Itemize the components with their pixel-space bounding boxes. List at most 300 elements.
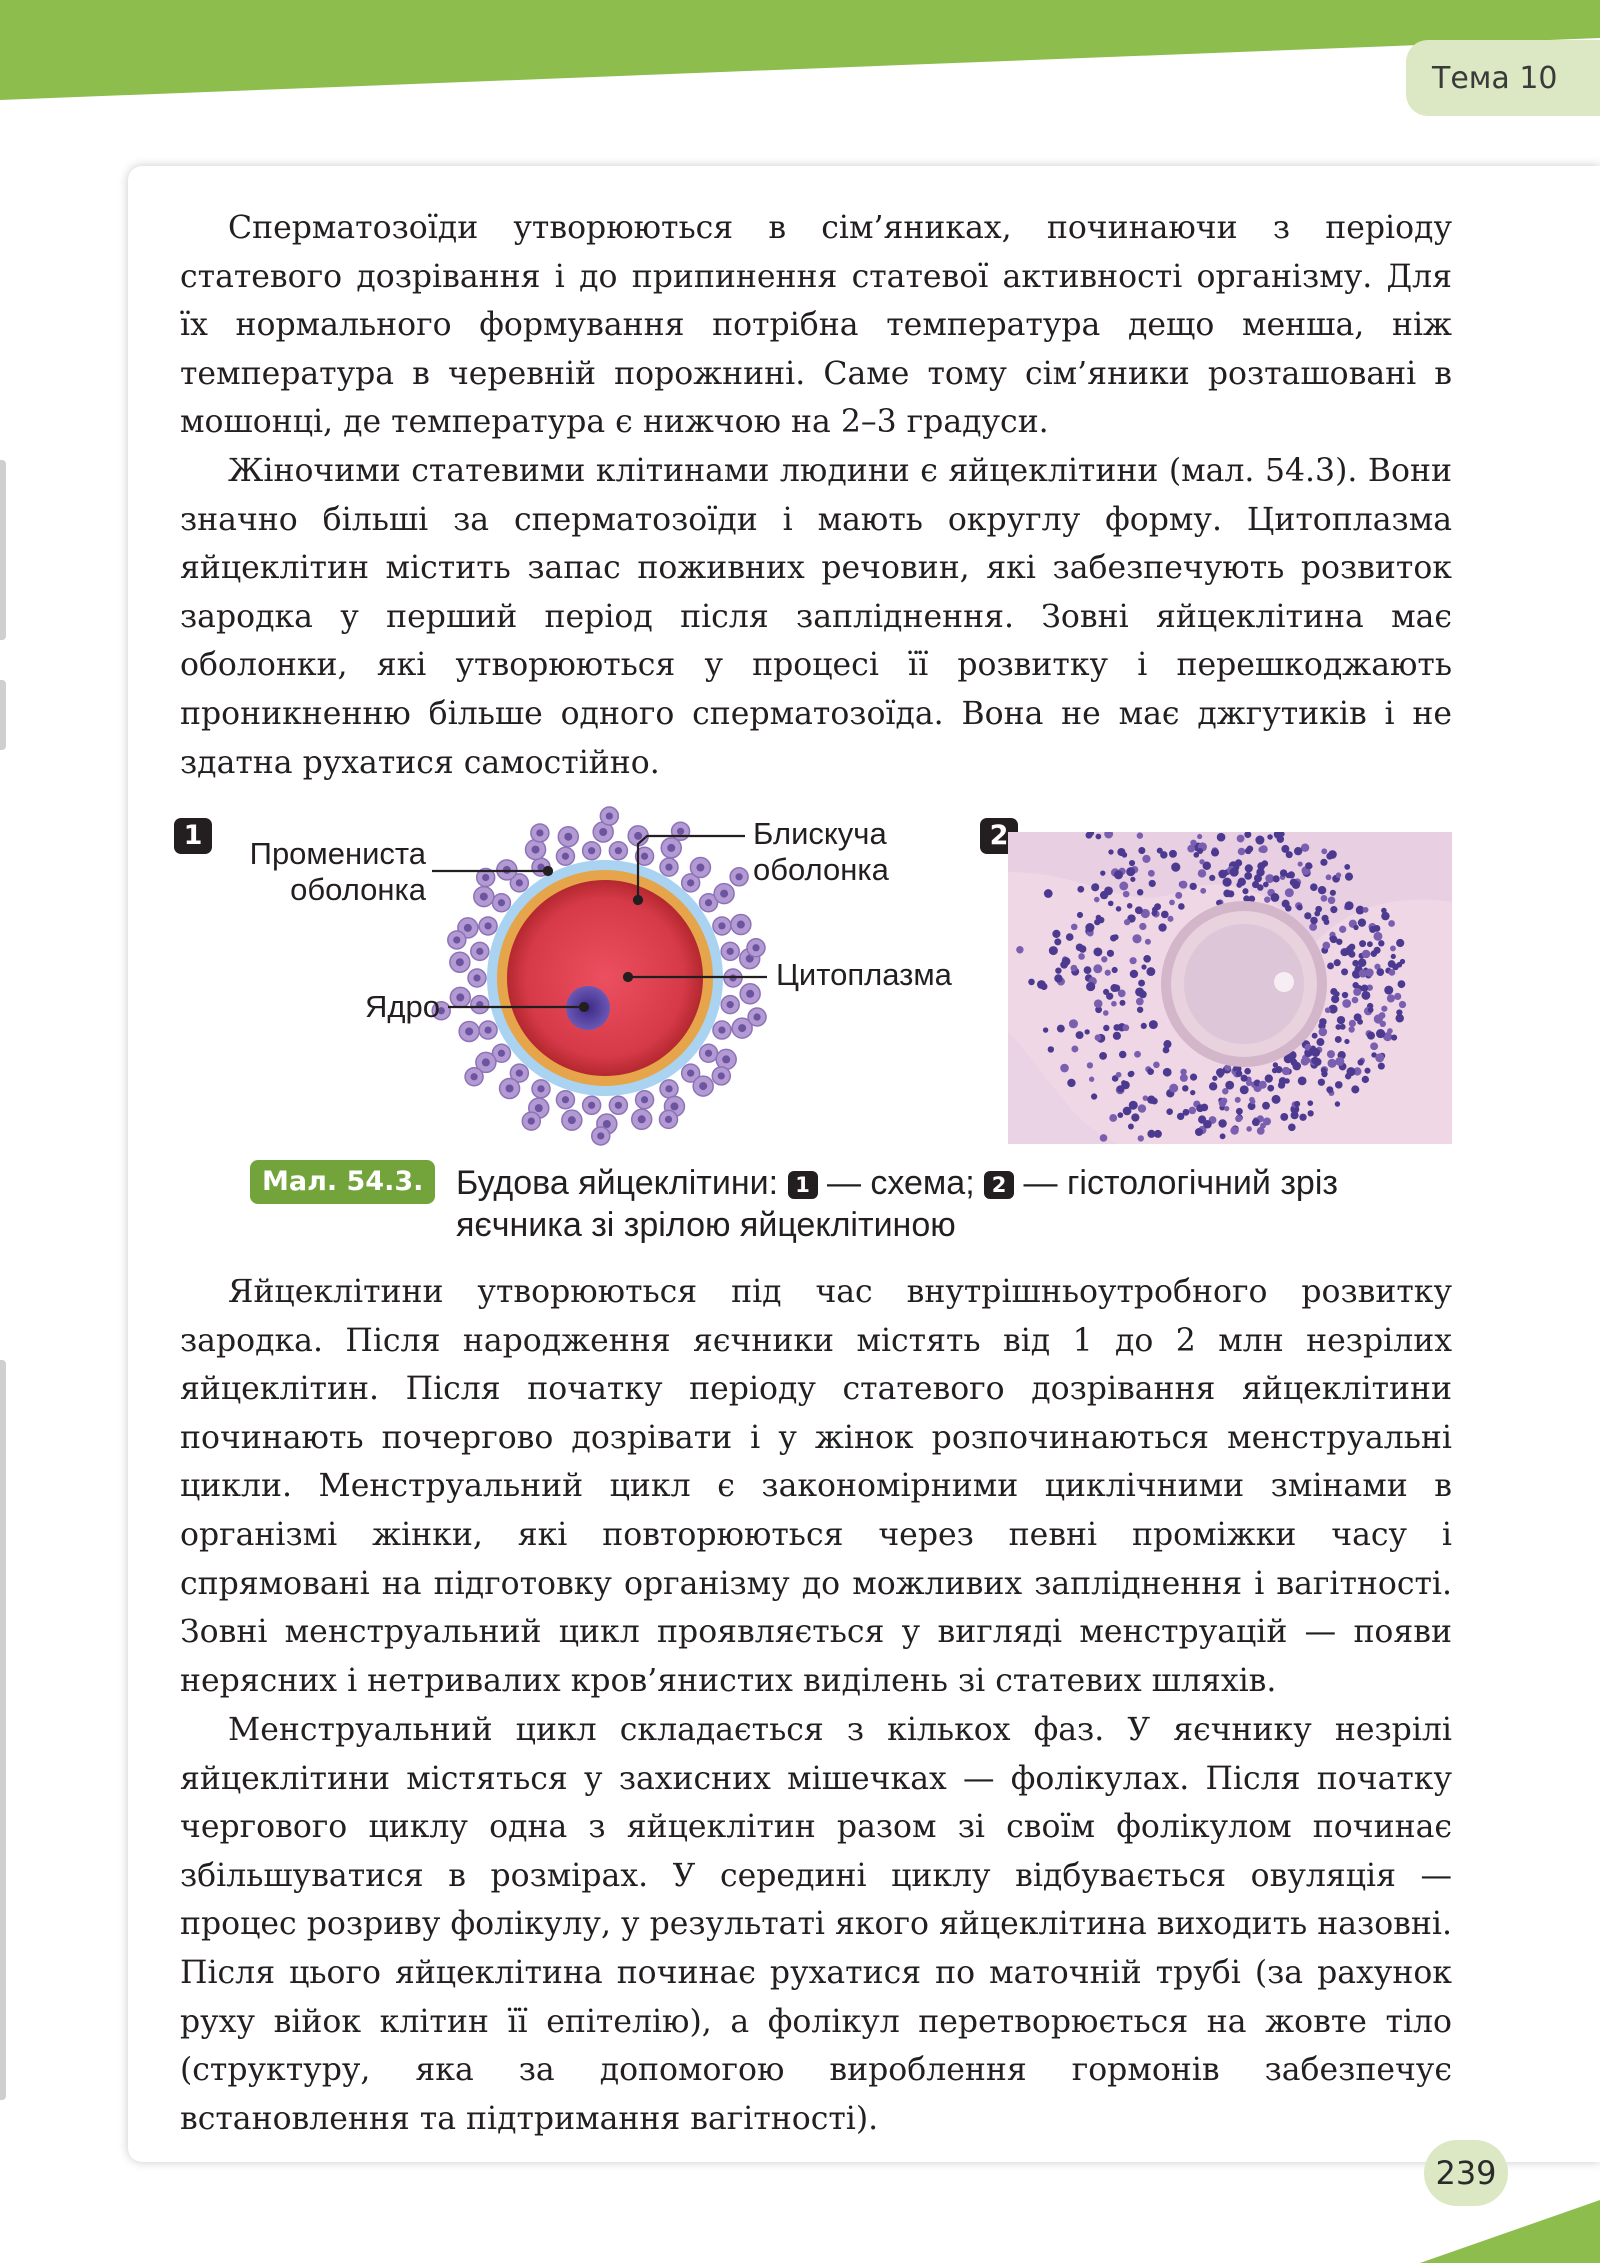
granulosa-cell <box>1103 1025 1109 1031</box>
granulosa-cell <box>1326 874 1332 880</box>
granulosa-cell <box>1238 848 1246 856</box>
granulosa-cell <box>1077 912 1083 918</box>
granulosa-cell <box>1352 997 1359 1004</box>
granulosa-cell <box>1066 933 1074 941</box>
granulosa-cell <box>1388 920 1395 927</box>
granulosa-cell <box>1352 960 1359 967</box>
granulosa-cell <box>1071 1045 1078 1052</box>
corona-cell-nucleus <box>718 1026 725 1033</box>
granulosa-cell <box>1330 890 1336 896</box>
corona-cell-nucleus <box>498 899 505 906</box>
granulosa-cell <box>1069 1019 1078 1028</box>
granulosa-cell <box>1169 900 1175 906</box>
granulosa-cell <box>1149 1020 1158 1029</box>
granulosa-cell <box>1044 889 1053 898</box>
granulosa-cell <box>1390 946 1396 952</box>
granulosa-cell <box>1398 980 1406 988</box>
granulosa-cell <box>1171 863 1180 872</box>
granulosa-cell <box>1116 1072 1122 1078</box>
granulosa-cell <box>1304 912 1311 919</box>
granulosa-cell <box>1169 850 1177 858</box>
granulosa-cell <box>1137 1007 1143 1013</box>
granulosa-cell <box>1113 934 1119 940</box>
granulosa-cell <box>1093 947 1102 956</box>
corona-cell-nucleus <box>564 833 572 841</box>
granulosa-cell <box>1131 1113 1139 1121</box>
granulosa-cell <box>1361 991 1370 1000</box>
granulosa-cell <box>1240 1085 1249 1094</box>
granulosa-cell <box>1315 906 1322 913</box>
granulosa-cell <box>1096 915 1102 921</box>
granulosa-cell <box>1265 1074 1273 1082</box>
granulosa-cell <box>1180 1074 1188 1082</box>
granulosa-cell <box>1094 999 1103 1008</box>
granulosa-cell <box>1351 1085 1359 1093</box>
corona-cell-nucleus <box>528 1118 535 1125</box>
granulosa-cell <box>1137 832 1143 838</box>
granulosa-cell <box>1129 1071 1135 1077</box>
granulosa-cell <box>1100 1134 1108 1142</box>
granulosa-cell <box>1197 834 1202 839</box>
granulosa-cell <box>1212 1076 1217 1081</box>
granulosa-cell <box>1143 955 1151 963</box>
granulosa-cell <box>1236 1070 1243 1077</box>
granulosa-cell <box>1367 1032 1375 1040</box>
granulosa-cell <box>1273 875 1280 882</box>
granulosa-cell <box>1294 1101 1300 1107</box>
granulosa-cell <box>1359 940 1366 947</box>
granulosa-cell <box>1342 999 1351 1008</box>
granulosa-cell <box>1267 1085 1274 1092</box>
granulosa-cell <box>1126 867 1135 876</box>
granulosa-cell <box>1190 883 1197 890</box>
granulosa-cell <box>1166 1108 1173 1115</box>
granulosa-cell <box>1101 956 1107 962</box>
granulosa-cell <box>1199 859 1204 864</box>
granulosa-cell <box>1111 1001 1117 1007</box>
granulosa-cell <box>1334 959 1341 966</box>
corona-cell-nucleus <box>737 921 745 929</box>
granulosa-cell <box>1321 848 1327 854</box>
granulosa-cell <box>1203 1120 1212 1129</box>
granulosa-cell <box>1309 923 1317 931</box>
granulosa-cell <box>1151 910 1157 916</box>
granulosa-cell <box>1071 965 1078 972</box>
granulosa-cell <box>1071 924 1078 931</box>
granulosa-cell <box>1362 1076 1369 1083</box>
granulosa-cell <box>1305 862 1312 869</box>
figure-panel-1-number: 1 <box>174 818 212 854</box>
granulosa-cell <box>1218 1072 1223 1077</box>
granulosa-cell <box>1308 1110 1314 1116</box>
granulosa-cell <box>1139 990 1147 998</box>
granulosa-cell <box>1387 994 1395 1002</box>
granulosa-cell <box>1091 883 1099 891</box>
granulosa-cell <box>1236 1108 1243 1115</box>
granulosa-cell <box>1183 1109 1190 1116</box>
granulosa-cell <box>1091 1093 1097 1099</box>
granulosa-cell <box>1311 1048 1320 1057</box>
granulosa-cell <box>1225 1081 1234 1090</box>
granulosa-cell <box>1055 967 1061 973</box>
corona-cell-nucleus <box>456 993 464 1001</box>
figure-panel-2-number: 2 <box>980 818 1018 854</box>
corona-cell-nucleus <box>470 1073 477 1080</box>
granulosa-cell <box>1394 993 1401 1000</box>
granulosa-cell <box>1178 903 1185 910</box>
figure-caption-badge: Мал. 54.3. <box>250 1160 435 1204</box>
granulosa-cell <box>1084 1029 1089 1034</box>
corona-cell-nucleus <box>476 1001 483 1008</box>
granulosa-cell <box>1099 1052 1107 1060</box>
granulosa-cell <box>1376 968 1384 976</box>
paragraph-1: Сперматозоїди утворюються в сім’яниках, починаючи з періоду статевого дозрівання і до припинення статевої активності організму. Для їх нормального формування потрібна температура дещо менша, ніж температура в черевній порожнині. Саме тому сім’яники розташовані в мошонці, де температура є нижчою на 2–3 градуси. <box>180 210 1452 441</box>
granulosa-cell <box>1392 964 1399 971</box>
corona-cell-nucleus <box>665 1085 672 1092</box>
granulosa-cell <box>1132 934 1141 943</box>
granulosa-cell <box>1114 870 1123 879</box>
label-cytoplasm: Цитоплазма <box>776 957 952 992</box>
granulosa-cell <box>1104 887 1113 896</box>
granulosa-cell <box>1335 1101 1340 1106</box>
granulosa-cell <box>1141 1023 1147 1029</box>
granulosa-cell <box>1367 941 1373 947</box>
theme-tab <box>1406 40 1600 116</box>
granulosa-cell <box>1119 882 1128 891</box>
granulosa-cell <box>1359 969 1367 977</box>
granulosa-cell <box>1353 925 1358 930</box>
granulosa-cell <box>1108 901 1114 907</box>
granulosa-cell <box>1103 1010 1109 1016</box>
corona-cell-nucleus <box>482 874 489 881</box>
corona-cell-nucleus <box>568 1116 576 1124</box>
granulosa-cell <box>1255 835 1264 844</box>
granulosa-cell <box>1368 1007 1374 1013</box>
figure-caption: Будова яйцеклітини: 1 — схема; 2 — гістологічний зріз яєчника зі зрілою яйцеклітиною <box>456 1164 1338 1244</box>
granulosa-cell <box>1086 982 1095 991</box>
granulosa-cell <box>1267 834 1273 840</box>
granulosa-cell <box>1093 964 1102 973</box>
granulosa-cell <box>1330 906 1337 913</box>
corona-cell-nucleus <box>718 1072 725 1079</box>
granulosa-cell <box>1391 1034 1397 1040</box>
granulosa-cell <box>1161 911 1169 919</box>
granulosa-cell <box>1138 980 1145 987</box>
granulosa-cell <box>1106 993 1113 1000</box>
granulosa-cell <box>1326 853 1333 860</box>
granulosa-cell <box>1230 1126 1238 1134</box>
granulosa-cell <box>1149 880 1156 887</box>
granulosa-cell <box>1089 1077 1094 1082</box>
granulosa-cell <box>1321 895 1328 902</box>
granulosa-cell <box>1123 891 1130 898</box>
granulosa-cell <box>1349 1020 1356 1027</box>
granulosa-cell <box>1370 1042 1378 1050</box>
corona-cell-nucleus <box>677 828 684 835</box>
paragraph-3: Яйцеклітини утворюються під час внутрішньоутробного розвитку зародка. Після народження яєчники містять від 1 до 2 млн незрілих яйцеклітин. Після початку періоду статевого дозрівання яйцеклітини починають почергово дозрівати і у жінок розпочинаються менструальні цикли. Менструальний цикл є закономірними циклічними змінами в організмі жінки, які повторюються через певні проміжки часу і спрямовані на підготовку організму до можливих запліднення і вагітності. Зовні менструальний цикл проявляється у вигляді менструацій — появи нерясних і нетривалих кров’янистих виділень зі статевих шляхів. <box>180 1274 1452 1699</box>
caption-number-1: 1 <box>788 1171 818 1199</box>
granulosa-cell <box>1138 847 1145 854</box>
granulosa-cell <box>1282 900 1290 908</box>
granulosa-cell <box>1399 1001 1406 1008</box>
granulosa-cell <box>1339 926 1346 933</box>
granulosa-cell <box>1322 915 1329 922</box>
granulosa-cell <box>1322 942 1330 950</box>
granulosa-cell <box>1182 1085 1188 1091</box>
granulosa-cell <box>1147 1095 1155 1103</box>
granulosa-cell <box>1342 992 1348 998</box>
header-band <box>0 0 1600 100</box>
corona-cell-nucleus <box>506 1084 514 1092</box>
granulosa-cell <box>1270 893 1279 902</box>
granulosa-cell <box>1130 970 1138 978</box>
granulosa-cell <box>1369 926 1376 933</box>
label-corona-radiata: Промениста оболонка <box>249 836 426 907</box>
granulosa-cell <box>1113 984 1120 991</box>
granulosa-cell <box>1117 848 1125 856</box>
label-nucleus: Ядро <box>365 989 440 1024</box>
granulosa-cell <box>1189 1107 1196 1114</box>
granulosa-cell <box>1130 877 1135 882</box>
granulosa-cell <box>1209 875 1215 881</box>
corona-cell-nucleus <box>699 1082 707 1090</box>
granulosa-cell <box>1310 883 1318 891</box>
corona-cell-nucleus <box>746 990 754 998</box>
granulosa-cell <box>1130 957 1137 964</box>
granulosa-cell <box>1138 1135 1144 1141</box>
granulosa-cell <box>1095 1034 1102 1041</box>
granulosa-cell <box>1320 859 1327 866</box>
granulosa-cell <box>1258 846 1264 852</box>
granulosa-cell <box>1076 1031 1084 1039</box>
granulosa-cell <box>1361 985 1368 992</box>
corona-cell-nucleus <box>615 847 622 854</box>
granulosa-cell <box>1078 953 1085 960</box>
granulosa-cell <box>1252 1118 1260 1126</box>
granulosa-cell <box>1043 1027 1048 1032</box>
corona-cell-nucleus <box>665 864 672 871</box>
granulosa-cell <box>1100 871 1105 876</box>
granulosa-cell <box>1314 1058 1322 1066</box>
granulosa-cell <box>1060 1064 1069 1073</box>
corona-cell-nucleus <box>752 944 759 951</box>
granulosa-cell <box>1147 1130 1155 1138</box>
granulosa-cell <box>1146 967 1155 976</box>
granulosa-cell <box>1357 1059 1363 1065</box>
corona-cell-nucleus <box>503 866 511 874</box>
corona-cell-nucleus <box>736 873 743 880</box>
granulosa-cell <box>1362 950 1371 959</box>
granulosa-cell <box>1127 903 1133 909</box>
granulosa-cell <box>1326 1086 1333 1093</box>
footer-band <box>1380 2200 1600 2263</box>
granulosa-cell <box>1319 1028 1328 1037</box>
caption-number-2: 2 <box>984 1171 1014 1199</box>
corona-cell-nucleus <box>480 893 488 901</box>
granulosa-cell <box>1358 918 1366 926</box>
granulosa-cell <box>1353 988 1361 996</box>
granulosa-cell <box>1376 1029 1385 1038</box>
corona-cell-nucleus <box>537 1085 544 1092</box>
granulosa-cell <box>1379 1012 1386 1019</box>
corona-cell-nucleus <box>753 1013 760 1020</box>
granulosa-cell <box>1304 1057 1310 1063</box>
granulosa-cell <box>1290 879 1297 886</box>
granulosa-cell <box>1086 832 1093 839</box>
page-edge-marks <box>0 0 10 2263</box>
corona-cell-nucleus <box>588 847 595 854</box>
granulosa-cell <box>1336 872 1342 878</box>
granulosa-cell <box>1357 1019 1363 1025</box>
granulosa-cell <box>1363 907 1369 913</box>
granulosa-cell <box>1197 848 1203 854</box>
granulosa-cell <box>1028 979 1035 986</box>
granulosa-cell <box>1280 1113 1288 1121</box>
granulosa-cell <box>1052 930 1060 938</box>
granulosa-cell <box>1109 1114 1117 1122</box>
granulosa-cell <box>1375 1053 1384 1062</box>
granulosa-cell <box>1282 1067 1290 1075</box>
page-number: 239 <box>1424 2140 1508 2206</box>
paragraph-2: Жіночими статевими клітинами людини є яйцеклітини (мал. 54.3). Вони значно більші за сперматозоїди і мають округлу форму. Цитоплазма яйцеклітин містить запас поживних речовин, які забезпечують розвиток зародка у перший період після запліднення. Зовні яйцеклітина має оболонки, які утворюються у процесі її розвитку і перешкоджають проникненню більше одного сперматозоїда. Вона не має джгутиків і не здатна рухатися самостійно. <box>180 453 1452 781</box>
granulosa-cell <box>1116 906 1122 912</box>
granulosa-cell <box>1279 1077 1287 1085</box>
granulosa-cell <box>1235 1115 1242 1122</box>
corona-cell-nucleus <box>687 1070 694 1077</box>
granulosa-cell <box>1246 846 1253 853</box>
granulosa-cell <box>1120 1000 1126 1006</box>
granulosa-cell <box>1310 917 1318 925</box>
granulosa-cell <box>1272 1095 1281 1104</box>
granulosa-cell <box>1263 882 1269 888</box>
granulosa-cell <box>1347 1067 1356 1076</box>
corona-cell-nucleus <box>537 864 544 871</box>
granulosa-cell <box>1179 881 1187 889</box>
granulosa-cell <box>1190 1090 1195 1095</box>
granulosa-cell <box>1084 966 1092 974</box>
corona-cell-nucleus <box>705 899 712 906</box>
granulosa-cell <box>1062 957 1071 966</box>
granulosa-cell <box>1236 882 1242 888</box>
granulosa-cell <box>1358 959 1366 967</box>
granulosa-cell <box>1054 938 1061 945</box>
granulosa-cell <box>1246 1080 1252 1086</box>
corona-cell-nucleus <box>718 922 725 929</box>
corona-cell-nucleus <box>535 1104 543 1112</box>
corona-cell-nucleus <box>738 1024 746 1032</box>
granulosa-cell <box>1067 1079 1075 1087</box>
granulosa-cell <box>1348 1026 1354 1032</box>
granulosa-cell <box>1374 947 1381 954</box>
granulosa-cell <box>1195 1128 1203 1136</box>
egg-cell-diagram <box>430 800 780 1160</box>
granulosa-cell <box>1281 845 1289 853</box>
granulosa-cell <box>1105 970 1111 976</box>
corona-cell-nucleus <box>727 1001 734 1008</box>
granulosa-cell <box>1325 1007 1331 1013</box>
granulosa-cell <box>1272 1068 1278 1074</box>
granulosa-cell <box>1384 986 1393 995</box>
granulosa-cell <box>1223 889 1231 897</box>
corona-cell-nucleus <box>484 922 491 929</box>
granulosa-cell <box>1298 861 1303 866</box>
corona-cell-nucleus <box>464 924 472 932</box>
granulosa-cell <box>1257 884 1264 891</box>
granulosa-cell <box>1117 1112 1123 1118</box>
corona-cell-nucleus <box>536 829 543 836</box>
granulosa-cell <box>1198 869 1206 877</box>
granulosa-cell <box>1139 923 1146 930</box>
histology-micrograph <box>1008 832 1452 1144</box>
granulosa-cell <box>1134 1051 1141 1058</box>
granulosa-cell <box>1054 974 1062 982</box>
corona-cell-nucleus <box>597 1132 604 1139</box>
granulosa-cell <box>1340 1024 1346 1030</box>
corona-cell-nucleus <box>606 812 613 819</box>
granulosa-cell <box>1230 868 1239 877</box>
granulosa-cell <box>1187 845 1195 853</box>
granulosa-cell <box>1219 1099 1227 1107</box>
granulosa-cell <box>1087 1062 1093 1068</box>
granulosa-cell <box>1321 1068 1327 1074</box>
granulosa-cell <box>1327 963 1334 970</box>
granulosa-cell <box>1163 1068 1172 1077</box>
granulosa-cell <box>1378 1063 1385 1070</box>
theme-label: Тема 10 <box>1432 60 1558 96</box>
granulosa-cell <box>1335 1057 1344 1066</box>
granulosa-cell <box>1113 1024 1120 1031</box>
granulosa-cell <box>1245 864 1253 872</box>
granulosa-cell <box>1254 874 1262 882</box>
corona-cell-nucleus <box>562 853 569 860</box>
granulosa-cell <box>1316 1038 1324 1046</box>
granulosa-cell <box>1318 1079 1325 1086</box>
granulosa-cell <box>1299 1114 1306 1121</box>
granulosa-cell <box>1237 835 1245 843</box>
granulosa-cell <box>1218 1119 1226 1127</box>
granulosa-cell <box>1400 959 1405 964</box>
granulosa-cell <box>1158 923 1166 931</box>
granulosa-cell <box>1147 1068 1154 1075</box>
granulosa-cell <box>1057 1025 1065 1033</box>
paragraph-4: Менструальний цикл складається з кількох фаз. У яєчнику незрілі яйцеклітини містяться у захисних мішечках — фолікулах. Після початку чергового циклу одна з яйцеклітин разом зі своїм фолікулом починає збільшуватися в розмірах. У середині циклу відбувається овуляція — процес розриву фолікулу, у результаті якого яйцеклітина виходить назовні. Після цього яйцеклітина починає рухатися по маточній трубі (за рахунок руху війок клітин її епітелію), а фолікул перетворюється на жовте тіло (структуру, яка за допомогою вироблення гормонів забезпечує встановлення та підтримання вагітності). <box>180 1712 1452 2137</box>
granulosa-cell <box>1259 1081 1267 1089</box>
corona-cell-nucleus <box>516 1070 523 1077</box>
granulosa-cell <box>1328 896 1336 904</box>
granulosa-cell <box>1364 1068 1370 1074</box>
granulosa-cell <box>1048 1046 1054 1052</box>
corona-cell-nucleus <box>516 879 523 886</box>
corona-cell-nucleus <box>599 828 607 836</box>
corona-cell-nucleus <box>641 1096 648 1103</box>
granulosa-cell <box>1095 834 1101 840</box>
cytoplasm-shape <box>507 880 703 1076</box>
granulosa-cell <box>1049 946 1058 955</box>
granulosa-cell <box>1334 991 1340 997</box>
granulosa-cell <box>1190 1074 1197 1081</box>
granulosa-cell <box>1345 901 1354 910</box>
granulosa-cell <box>1108 849 1113 854</box>
granulosa-cell <box>1307 1100 1313 1106</box>
granulosa-cell <box>1138 1104 1146 1112</box>
granulosa-cell <box>1209 1082 1217 1090</box>
granulosa-cell <box>1119 1051 1127 1059</box>
granulosa-cell <box>1077 886 1084 893</box>
granulosa-cell <box>1264 896 1270 902</box>
corona-cell-nucleus <box>562 1096 569 1103</box>
granulosa-cell <box>1079 945 1087 953</box>
granulosa-cell <box>1381 1006 1387 1012</box>
